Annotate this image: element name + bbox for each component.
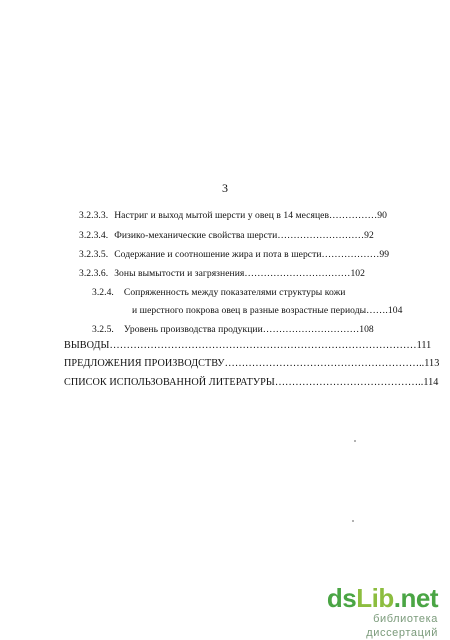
toc-entry-leader: ……………… [321, 249, 380, 260]
logo-ds: ds [326, 583, 357, 613]
toc-entry-conclusions [64, 339, 431, 353]
toc-entry-title: СПИСОК ИСПОЛЬЗОВАННОЙ ЛИТЕРАТУРЫ [64, 377, 275, 388]
toc-entry-title: Уровень производства продукции [123, 324, 263, 335]
toc-entry-3-2-3-4 [79, 229, 374, 243]
toc-entry-page: 104 [387, 305, 403, 316]
toc-entry-title: Зоны вымытости и загрязнения [114, 268, 245, 279]
toc-entry-leader: ……. [366, 305, 388, 316]
toc-entry-number: 3.2.3.6. [79, 268, 109, 279]
toc-entry-page: 108 [359, 324, 374, 335]
toc-entry-title: Содержание и соотношение жира и пота в шерсти [114, 249, 322, 260]
toc-entry-leader: …………………………… [244, 268, 351, 279]
toc-entry-title: Настриг и выход мытой шерсти у овец в 14 месяцев [114, 210, 330, 221]
toc-entry-page: 114 [423, 377, 439, 388]
toc-entry-number: 3.2.3.4. [79, 230, 109, 241]
toc-entry-page: 99 [379, 249, 390, 260]
toc-entry-leader: ………………………… [262, 324, 360, 335]
toc-entry-page: 113 [424, 358, 440, 369]
toc-entry-page: 102 [350, 268, 365, 279]
toc-entry-leader: ………………………………………………….. [224, 358, 425, 369]
toc-entry-title: ПРЕДЛОЖЕНИЯ ПРОИЗВОДСТВУ [64, 358, 225, 369]
toc-entry-3-2-4 [92, 286, 345, 300]
page-number: 3 [222, 181, 228, 195]
toc-entry-number: 3.2.3.5. [79, 249, 109, 260]
toc-entry-title: и шерстного покрова овец в разные возрастные периоды [132, 305, 367, 316]
toc-entry-leader: ……………………… [277, 230, 365, 241]
toc-entry-title: Физико-механические свойства шерсти [114, 230, 278, 241]
toc-entry-references [64, 376, 438, 390]
toc-entry-title: ВЫВОДЫ [64, 340, 110, 351]
scan-speck [354, 440, 356, 442]
scan-speck [352, 520, 354, 522]
logo-net: .net [393, 583, 438, 613]
toc-entry-number: 3.2.5. [92, 324, 114, 335]
toc-entry-3-2-5 [92, 323, 374, 337]
toc-entry-page: 111 [416, 340, 432, 351]
toc-entry-leader: ……………………………………………………………………………… [109, 340, 417, 351]
toc-entry-leader: …………………………………….. [274, 377, 424, 388]
toc-entry-proposals [64, 357, 439, 371]
dslib-logo [298, 584, 438, 612]
dslib-watermark [298, 583, 438, 639]
toc-entry-3-2-4-continuation [132, 304, 402, 318]
toc-entry-3-2-3-6 [79, 267, 365, 281]
toc-entry-number: 3.2.3.3. [79, 210, 109, 221]
toc-entry-3-2-3-3 [79, 209, 387, 223]
toc-entry-number: 3.2.4. [92, 287, 114, 298]
toc-entry-leader: …………… [329, 210, 378, 221]
toc-entry-3-2-3-5 [79, 248, 389, 262]
logo-lib: Lib [356, 583, 394, 613]
watermark-subtitle: библиотека диссертаций [366, 613, 438, 639]
toc-entry-page: 90 [377, 210, 387, 221]
toc-entry-page: 92 [364, 230, 374, 241]
toc-entry-title: Сопряженность между показателями структуры кожи [123, 287, 346, 298]
